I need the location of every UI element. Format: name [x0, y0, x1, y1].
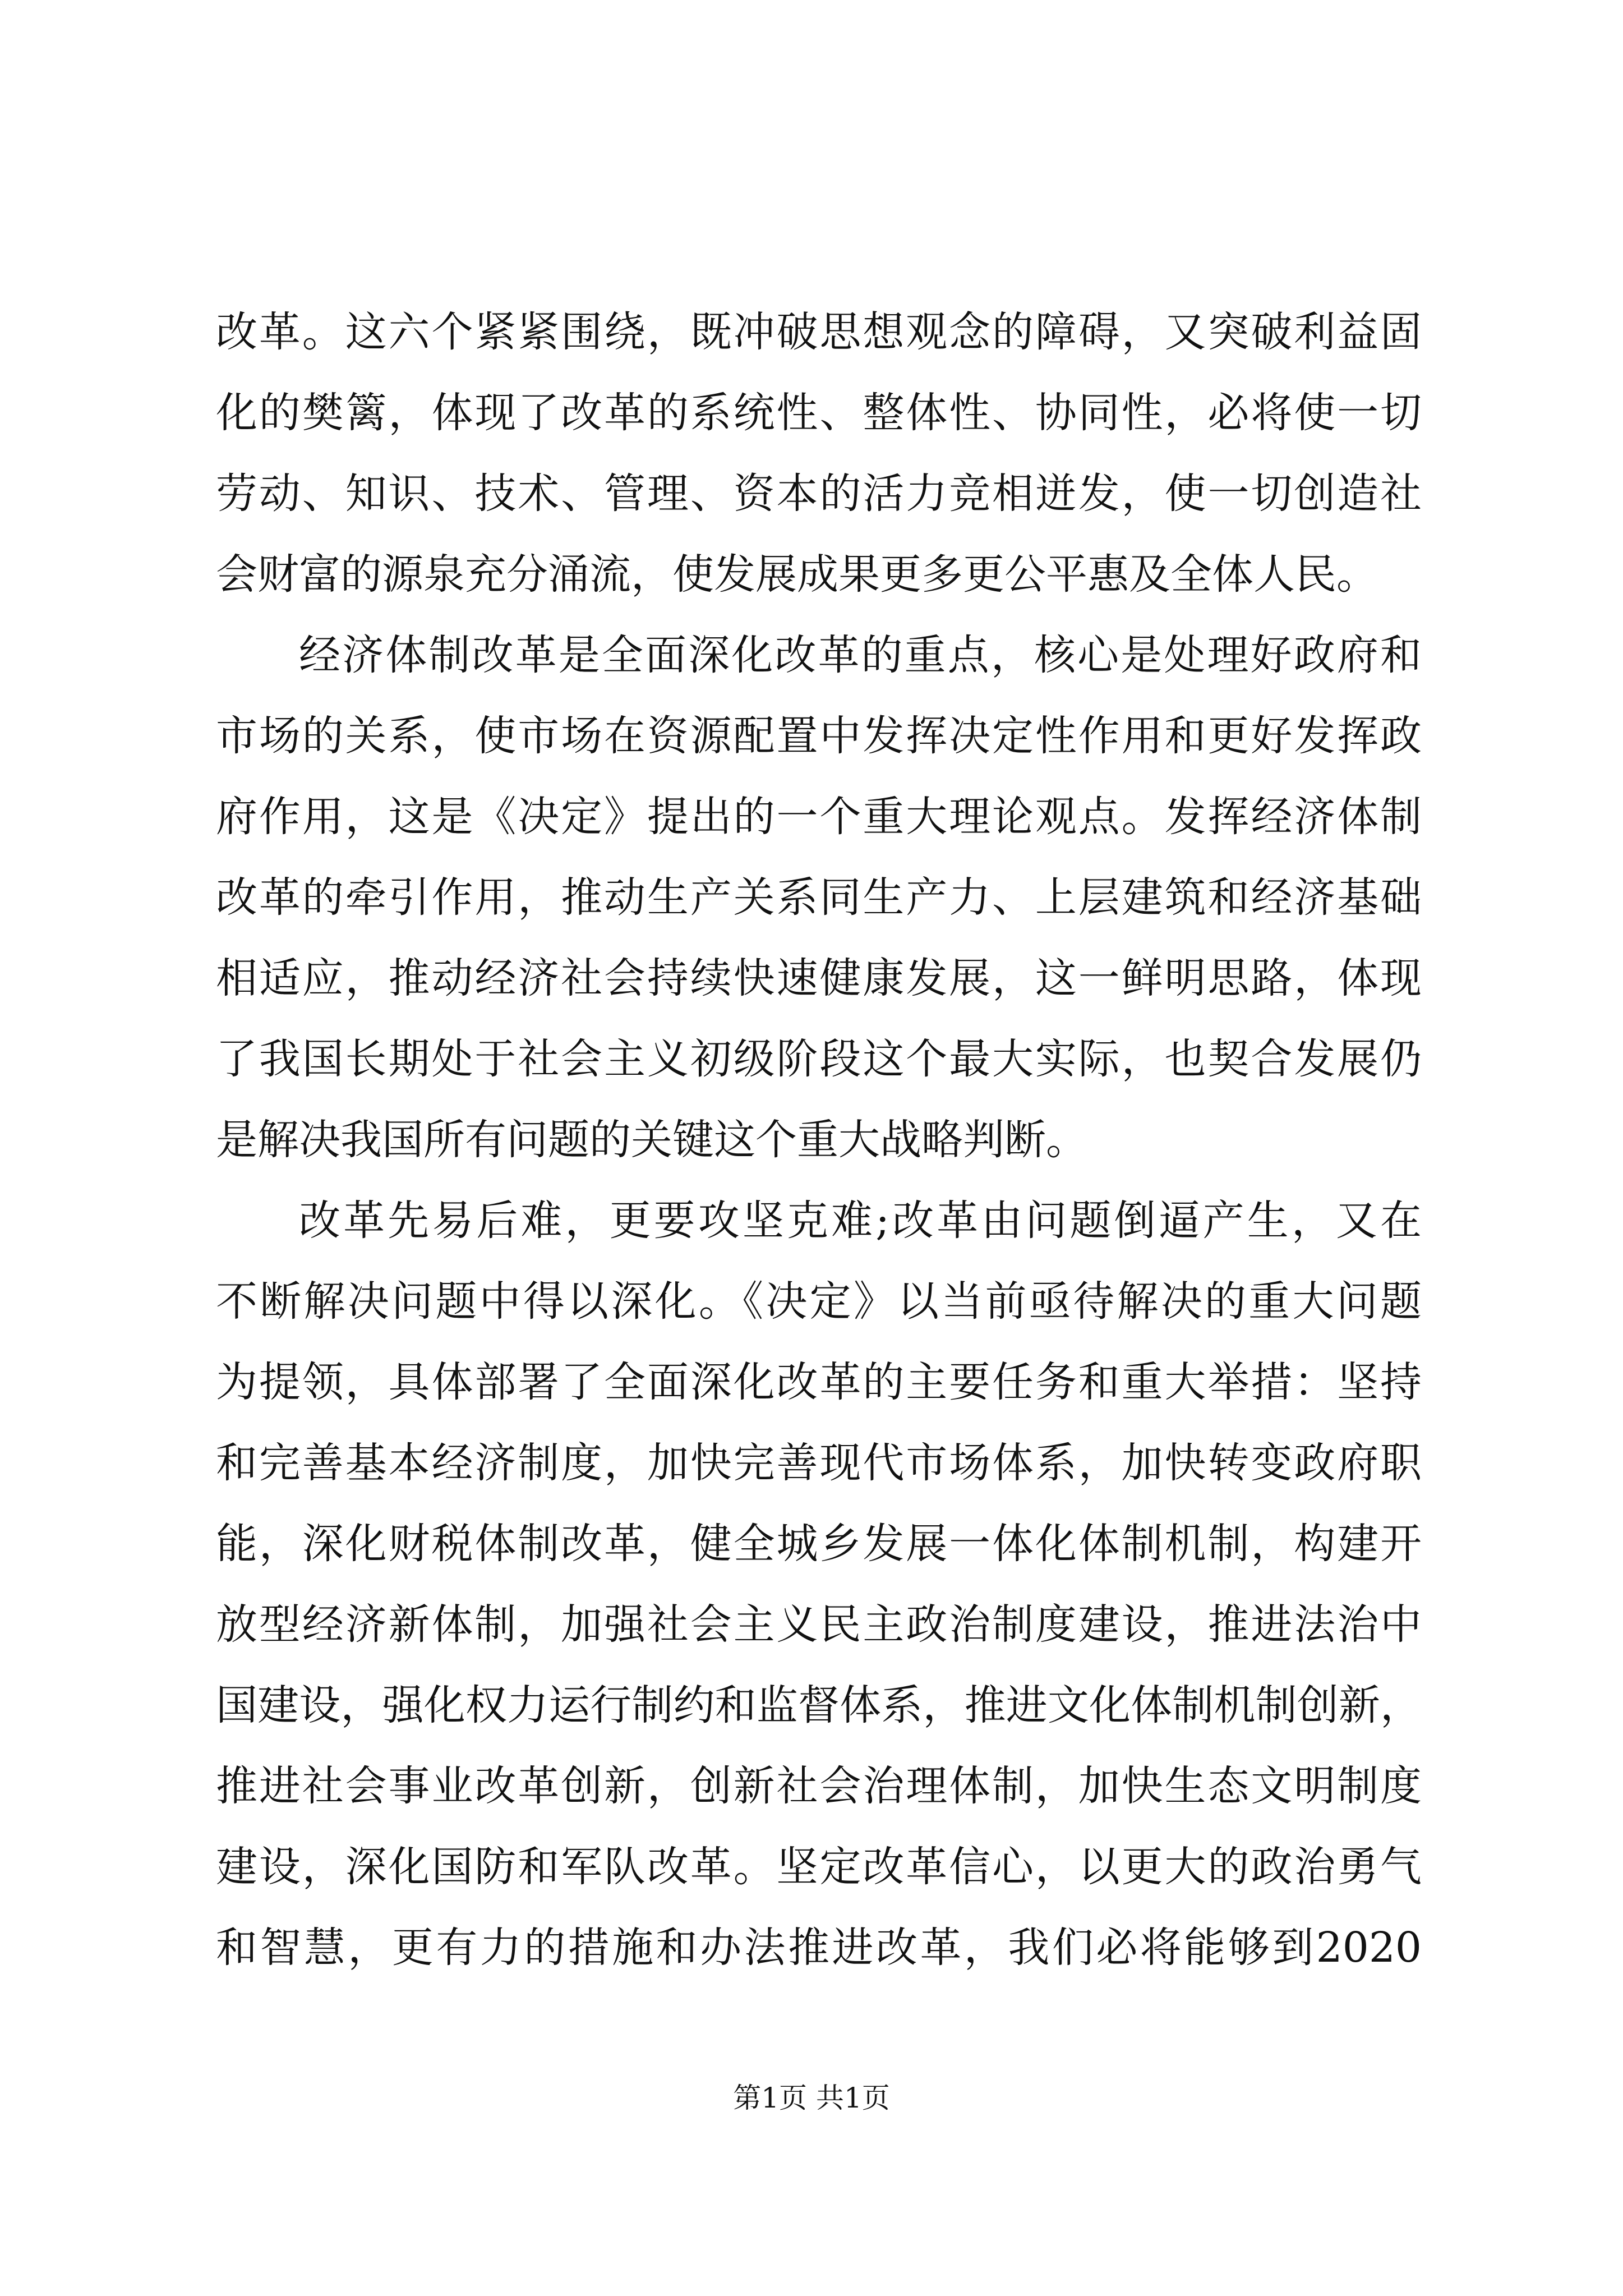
body-text: [216, 292, 1422, 1988]
text-line: 经济体制改革是全面深化改革的重点，核心是处理好政府和: [299, 631, 1422, 679]
text-line: 能，深化财税体制改革，健全城乡发展一体化体制机制，构建开: [216, 1520, 1422, 1568]
text-line: 放型经济新体制，加强社会主义民主政治制度建设，推进法治中: [216, 1600, 1422, 1649]
text-line: 和智慧，更有力的措施和办法推进改革，我们必将能够到2020: [216, 1924, 1422, 1972]
text-line: 相适应，推动经济社会持续快速健康发展，这一鲜明思路，体现: [216, 954, 1422, 1002]
text-line: 国建设，强化权力运行制约和监督体系，推进文化体制机制创新，: [216, 1681, 1422, 1729]
text-line: 为提领，具体部署了全面深化改革的主要任务和重大举措：坚持: [216, 1358, 1422, 1406]
text-line: 化的樊篱，体现了改革的系统性、整体性、协同性，必将使一切: [216, 389, 1422, 437]
page-footer: 第1页 共1页: [733, 2082, 890, 2114]
text-line: 改革。这六个紧紧围绕，既冲破思想观念的障碍，又突破利益固: [216, 308, 1422, 356]
text-line: 市场的关系，使市场在资源配置中发挥决定性作用和更好发挥政: [216, 712, 1422, 760]
text-line: 改革的牵引作用，推动生产关系同生产力、上层建筑和经济基础: [216, 873, 1422, 922]
text-line: 改革先易后难，更要攻坚克难;改革由问题倒逼产生，又在: [299, 1197, 1422, 1245]
text-line: 建设，深化国防和军队改革。坚定改革信心，以更大的政治勇气: [216, 1843, 1422, 1891]
text-line: 和完善基本经济制度，加快完善现代市场体系，加快转变政府职: [216, 1439, 1422, 1487]
text-line: 是解决我国所有问题的关键这个重大战略判断。: [216, 1116, 1087, 1164]
text-line: 不断解决问题中得以深化。《决定》以当前亟待解决的重大问题: [216, 1277, 1422, 1326]
text-line: 会财富的源泉充分涌流，使发展成果更多更公平惠及全体人民。: [216, 550, 1378, 599]
text-line: 了我国长期处于社会主义初级阶段这个最大实际，也契合发展仍: [216, 1035, 1422, 1083]
text-line: 劳动、知识、技术、管理、资本的活力竞相迸发，使一切创造社: [216, 470, 1422, 518]
text-line: 府作用，这是《决定》提出的一个重大理论观点。发挥经济体制: [216, 793, 1422, 841]
text-line: 推进社会事业改革创新，创新社会治理体制，加快生态文明制度: [216, 1762, 1422, 1810]
